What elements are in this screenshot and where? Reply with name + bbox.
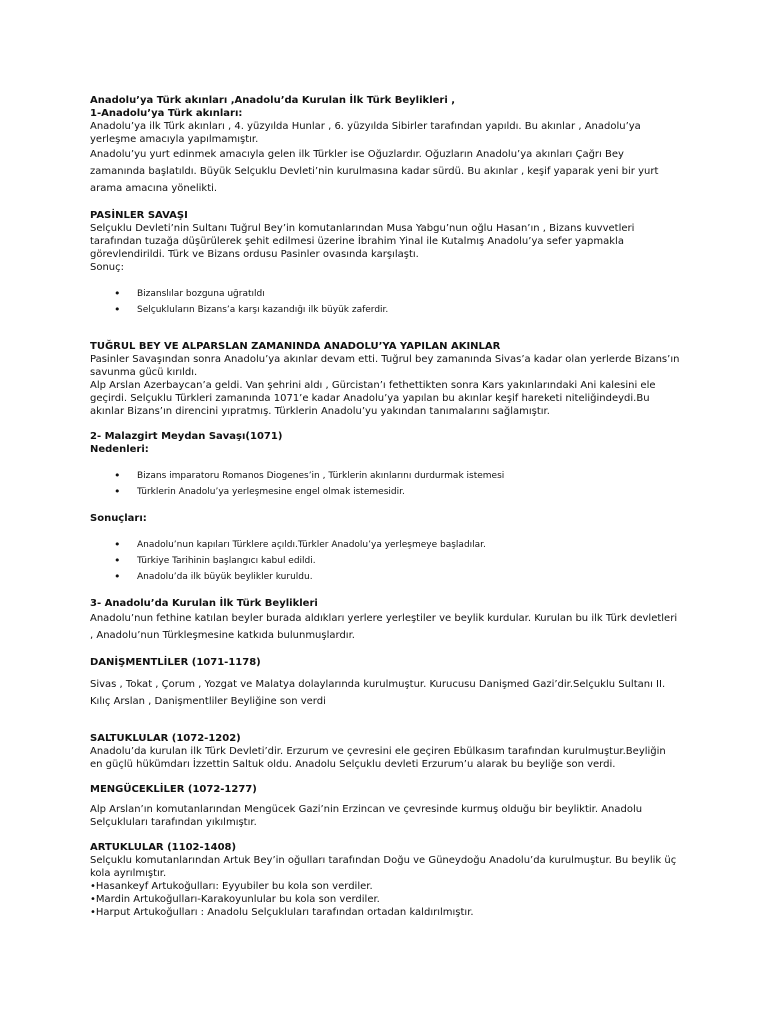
paragraph-intro-1: Anadolu’ya ilk Türk akınları , 4. yüzyılda Hunlar , 6. yüzyılda Sibirler tarafından yapıldı. Bu akınlar , Anadolu’ya yerleşme amacıyla yapılmamıştır. (90, 121, 641, 145)
paragraph-pasinler: Selçuklu Devleti’nin Sultanı Tuğrul Bey’in komutanlarından Musa Yabgu’nun oğlu Hasan’ın , Bizans kuvvetleri tarafından tuzağa düşürülerek şehit edilmesi üzerine İbrahim Yinal ile Kutalmış Anadolu’ya sefer yapmakla görevlendirildi. Türk ve Bizans ordusu Pasinler ovasında karşılaştı. (90, 223, 635, 260)
paragraph-mengucekliler: Alp Arslan’ın komutanlarından Mengücek Gazi’nin Erzincan ve çevresinde kurmuş olduğu bir beyliktir. Anadolu Selçukluları tarafından yıkılmıştır. (90, 804, 643, 828)
paragraph-beylikler: Anadolu’nun fethine katılan beyler burada aldıkları yerlere yerleştiler ve beylik kurdular. Kurulan bu ilk Türk devletleri , Anadolu’nun Türkleşmesine katkıda bulunmuşlardır. (90, 613, 678, 641)
paragraph-tugrul-2: Alp Arslan Azerbaycan’a geldi. Van şehrini aldı , Gürcistan’ı fethettikten sonra Kars yakınlarındaki Ani kalesini ele geçirdi. Selçuklu Türkleri zamanında 1071’e kadar Anadolu’ya yapılan bu akınlar keşif hareketi niteliğindeydi.Bu akınlar Bizans’ın direncini yıpratmış. Türklerin Anadolu’yu yakından tanımalarını sağlamıştır. (90, 380, 656, 417)
section-heading-akinlar: 1-Anadolu’ya Türk akınları: (90, 108, 243, 119)
paragraph-artuklular: Selçuklu komutanlarından Artuk Bey’in oğulları tarafından Doğu ve Güneydoğu Anadolu’da kurulmuştur. Bu beylik üç kola ayrılmıştır. (90, 855, 677, 879)
malazgirt-results-list (90, 537, 680, 585)
list-item: • Bizans imparatoru Romanos Diogenes’in , Türklerin akınlarını durdurmak istemesi (137, 468, 680, 484)
section-heading-beylikler: 3- Anadolu’da Kurulan İlk Türk Beylikleri (90, 598, 318, 609)
list-item: • Anadolu’da ilk büyük beylikler kuruldu. (137, 569, 680, 585)
document-content (90, 94, 680, 919)
list-item: • Türklerin Anadolu’ya yerleşmesine engel olmak istemesidir. (137, 484, 680, 500)
section-heading-mengucekliler: MENGÜCEKLİLER (1072-1277) (90, 784, 257, 795)
document-title: Anadolu’ya Türk akınları ,Anadolu’da Kurulan İlk Türk Beylikleri , (90, 95, 456, 106)
paragraph-saltuklular: Anadolu’da kurulan ilk Türk Devleti’dir. Erzurum ve çevresini ele geçiren Ebülkasım tarafından kurulmuştur.Beyliğin en güçlü hükümdarı İzzettin Saltuk oldu. Anadolu Selçuklu devleti Erzurum’u alarak bu beyliğe son verdi. (90, 746, 666, 770)
results-label: Sonuçları: (90, 513, 147, 524)
result-label: Sonuç: (90, 262, 125, 273)
paragraph-intro-2: Anadolu’yu yurt edinmek amacıyla gelen ilk Türkler ise Oğuzlardır. Oğuzların Anadolu’ya akınları Çağrı Bey zamanında başlatıldı. Büyük Selçuklu Devleti’nin kurulmasına kadar sürdü. Bu akınlar , keşif yaparak yeni bir yurt arama amacına yönelikti. (90, 149, 659, 194)
causes-label: Nedenleri: (90, 444, 149, 455)
list-item: • Türkiye Tarihinin başlangıcı kabul edildi. (137, 553, 680, 569)
list-item: • Selçukluların Bizans’a karşı kazandığı ilk büyük zaferdir. (137, 302, 680, 318)
artuklular-line-2: •Mardin Artukoğulları-Karakoyunlular bu kola son verdiler. (90, 894, 380, 905)
section-heading-danismentliler: DANİŞMENTLİLER (1071-1178) (90, 657, 261, 668)
artuklular-line-1: •Hasankeyf Artukoğulları: Eyyubiler bu kola son verdiler. (90, 881, 373, 892)
list-item: • Bizanslılar bozguna uğratıldı (137, 286, 680, 302)
artuklular-line-3: •Harput Artukoğulları : Anadolu Selçukluları tarafından ortadan kaldırılmıştır. (90, 907, 474, 918)
section-heading-malazgirt: 2- Malazgirt Meydan Savaşı(1071) (90, 431, 283, 442)
malazgirt-causes-list (90, 468, 680, 500)
section-heading-saltuklular: SALTUKLULAR (1072-1202) (90, 733, 241, 744)
section-heading-artuklular: ARTUKLULAR (1102-1408) (90, 842, 237, 853)
section-heading-pasinler: PASİNLER SAVAŞI (90, 210, 188, 221)
pasinler-results-list (90, 286, 680, 318)
paragraph-tugrul-1: Pasinler Savaşından sonra Anadolu’ya akınlar devam etti. Tuğrul bey zamanında Sivas’a kadar olan yerlerde Bizans’ın savunma gücü kırıldı. (90, 354, 680, 378)
paragraph-danismentliler: Sivas , Tokat , Çorum , Yozgat ve Malatya dolaylarında kurulmuştur. Kurucusu Danişmed Gazi’dir.Selçuklu Sultanı II. Kılıç Arslan , Danişmentliler Beyliğine son verdi (90, 679, 666, 707)
section-heading-tugrul: TUĞRUL BEY VE ALPARSLAN ZAMANINDA ANADOLU’YA YAPILAN AKINLAR (90, 341, 501, 352)
list-item: • Anadolu’nun kapıları Türklere açıldı.Türkler Anadolu’ya yerleşmeye başladılar. (137, 537, 680, 553)
